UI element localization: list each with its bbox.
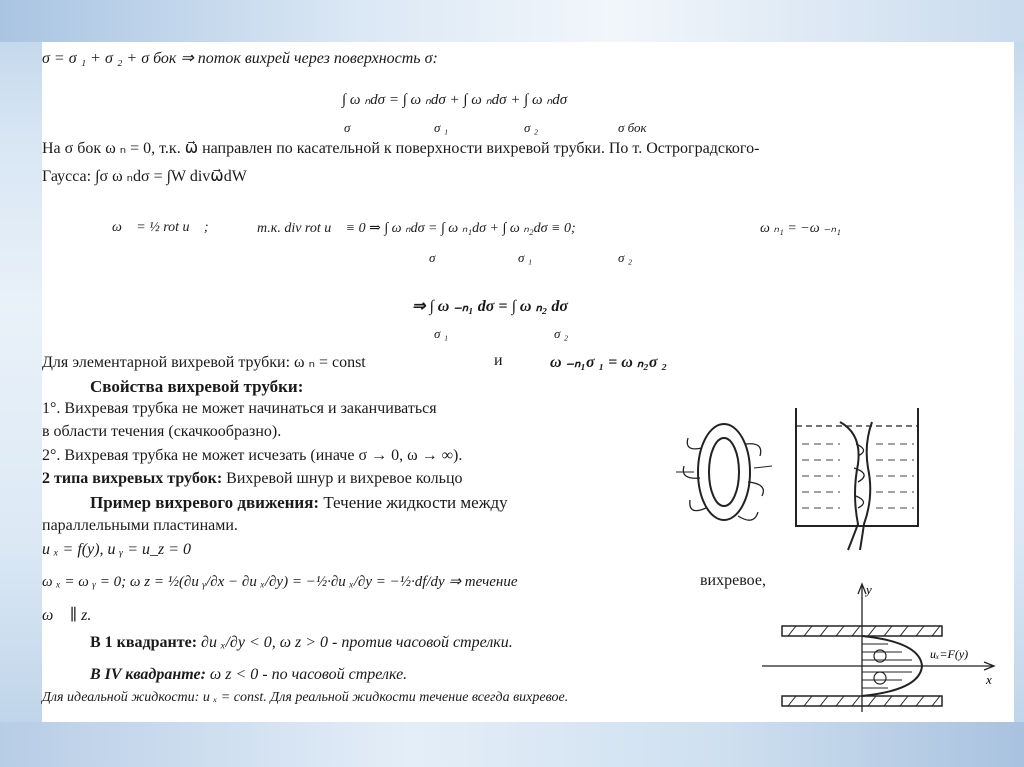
integral-sub-2: σ ₂ xyxy=(524,120,539,135)
side-surface-line: На σ бок ω ₙ = 0, т.к. ω⃗ направлен по касательной к поверхности вихревой трубки. По т. Остроградского- xyxy=(42,140,760,157)
property-1-line-1: 1°. Вихревая трубка не может начинаться и заканчиваться xyxy=(42,400,437,417)
gauss-theorem-line: Гаусса: ∫σ ω ₙdσ = ∫W divω⃗dW xyxy=(42,168,247,185)
vorticity-equation: ω ₓ = ω ᵧ = 0; ω z = ½(∂u ᵧ/∂x − ∂u ₓ/∂y) = −½·∂u ₓ/∂y = −½·df/dy ⇒ течение xyxy=(42,574,518,590)
tube-types-line xyxy=(42,470,463,488)
property-1-line-2: в области течения (скачкообразно). xyxy=(42,423,282,440)
div-rot-sub-1: σ ₁ xyxy=(518,250,533,265)
flux-definition-line: σ = σ ₁ + σ ₂ + σ бок ⇒ поток вихрей через поверхность σ: xyxy=(42,50,438,67)
ideal-fluid-note: Для идеальной жидкости: u ₓ = const. Для реальной жидкости течение всегда вихревое. xyxy=(42,690,569,705)
example-line xyxy=(90,493,508,513)
and-word: и xyxy=(494,352,503,369)
elementary-tube-relation: ω ₋ₙ₁σ ₁ = ω ₙ₂σ ₂ xyxy=(550,354,668,371)
div-rot-sub-2: σ ₂ xyxy=(618,250,633,265)
example-label: Пример вихревого движения: xyxy=(90,493,320,512)
omega-relation: ω ₙ₁ = −ω ₋ₙ₁ xyxy=(760,221,841,236)
property-2-line: 2°. Вихревая трубка не может исчезать (иначе σ → 0, ω → ∞). xyxy=(42,447,463,464)
quadrant-4-label: В IV квадранте: xyxy=(90,666,206,683)
quadrant-1-label: В 1 квадранте: xyxy=(90,634,198,651)
quadrant-1-text: ∂u ₓ/∂y < 0, ω z > 0 - против часовой стрелки. xyxy=(197,634,513,651)
quadrant-4-line xyxy=(90,666,407,684)
rot-definition: ω⃗ = ½ rot u⃗ ; xyxy=(112,220,209,235)
quadrant-1-line xyxy=(90,634,513,652)
background-bottom xyxy=(0,722,1024,767)
quadrant-4-text: ω z < 0 - по часовой стрелке. xyxy=(205,666,408,683)
background-top xyxy=(0,0,1024,42)
x-axis-label: x xyxy=(986,672,992,687)
profile-label: uₓ=F(y) xyxy=(930,647,969,661)
example-line-2: параллельными пластинами. xyxy=(42,517,238,534)
example-text: Течение жидкости между xyxy=(319,493,508,512)
integral-sub-3: σ бок xyxy=(618,120,647,135)
tube-types-text: Вихревой шнур и вихревое кольцо xyxy=(222,470,463,487)
integral-sub-0: σ xyxy=(344,120,351,135)
elementary-tube-line: Для элементарной вихревой трубки: ω ₙ = const xyxy=(42,354,366,371)
properties-heading: Свойства вихревой трубки: xyxy=(90,377,304,396)
vortex-ring-figure xyxy=(674,408,776,538)
vortical-word: вихревое, xyxy=(700,572,766,589)
flux-equality-sub-0: σ ₁ xyxy=(434,326,449,341)
tube-types-label: 2 типа вихревых трубок: xyxy=(42,470,223,487)
plates-flow-figure xyxy=(762,582,1000,718)
flux-equality: ⇒ ∫ ω ₋ₙ₁ dσ = ∫ ω ₙ₂ dσ xyxy=(412,298,569,315)
y-axis-label: y xyxy=(866,582,872,597)
div-rot-sub-0: σ xyxy=(429,250,436,265)
velocity-components: u ₓ = f(y), u ᵧ = u_z = 0 xyxy=(42,541,192,558)
slide-page xyxy=(42,42,1014,722)
integral-sub-1: σ ₁ xyxy=(434,120,449,135)
vortex-filament-figure xyxy=(792,404,924,552)
div-rot-equation: т.к. div rot u⃗ ≡ 0 ⇒ ∫ ω ₙdσ = ∫ ω ₙ₁dσ + ∫ ω ₙ₂dσ ≡ 0; xyxy=(257,221,576,236)
omega-parallel-z: ω⃗ ∥ z. xyxy=(42,607,92,624)
flux-equality-sub-1: σ ₂ xyxy=(554,326,569,341)
flux-integral-equation: ∫ ω ₙdσ = ∫ ω ₙdσ + ∫ ω ₙdσ + ∫ ω ₙdσ xyxy=(342,92,568,108)
